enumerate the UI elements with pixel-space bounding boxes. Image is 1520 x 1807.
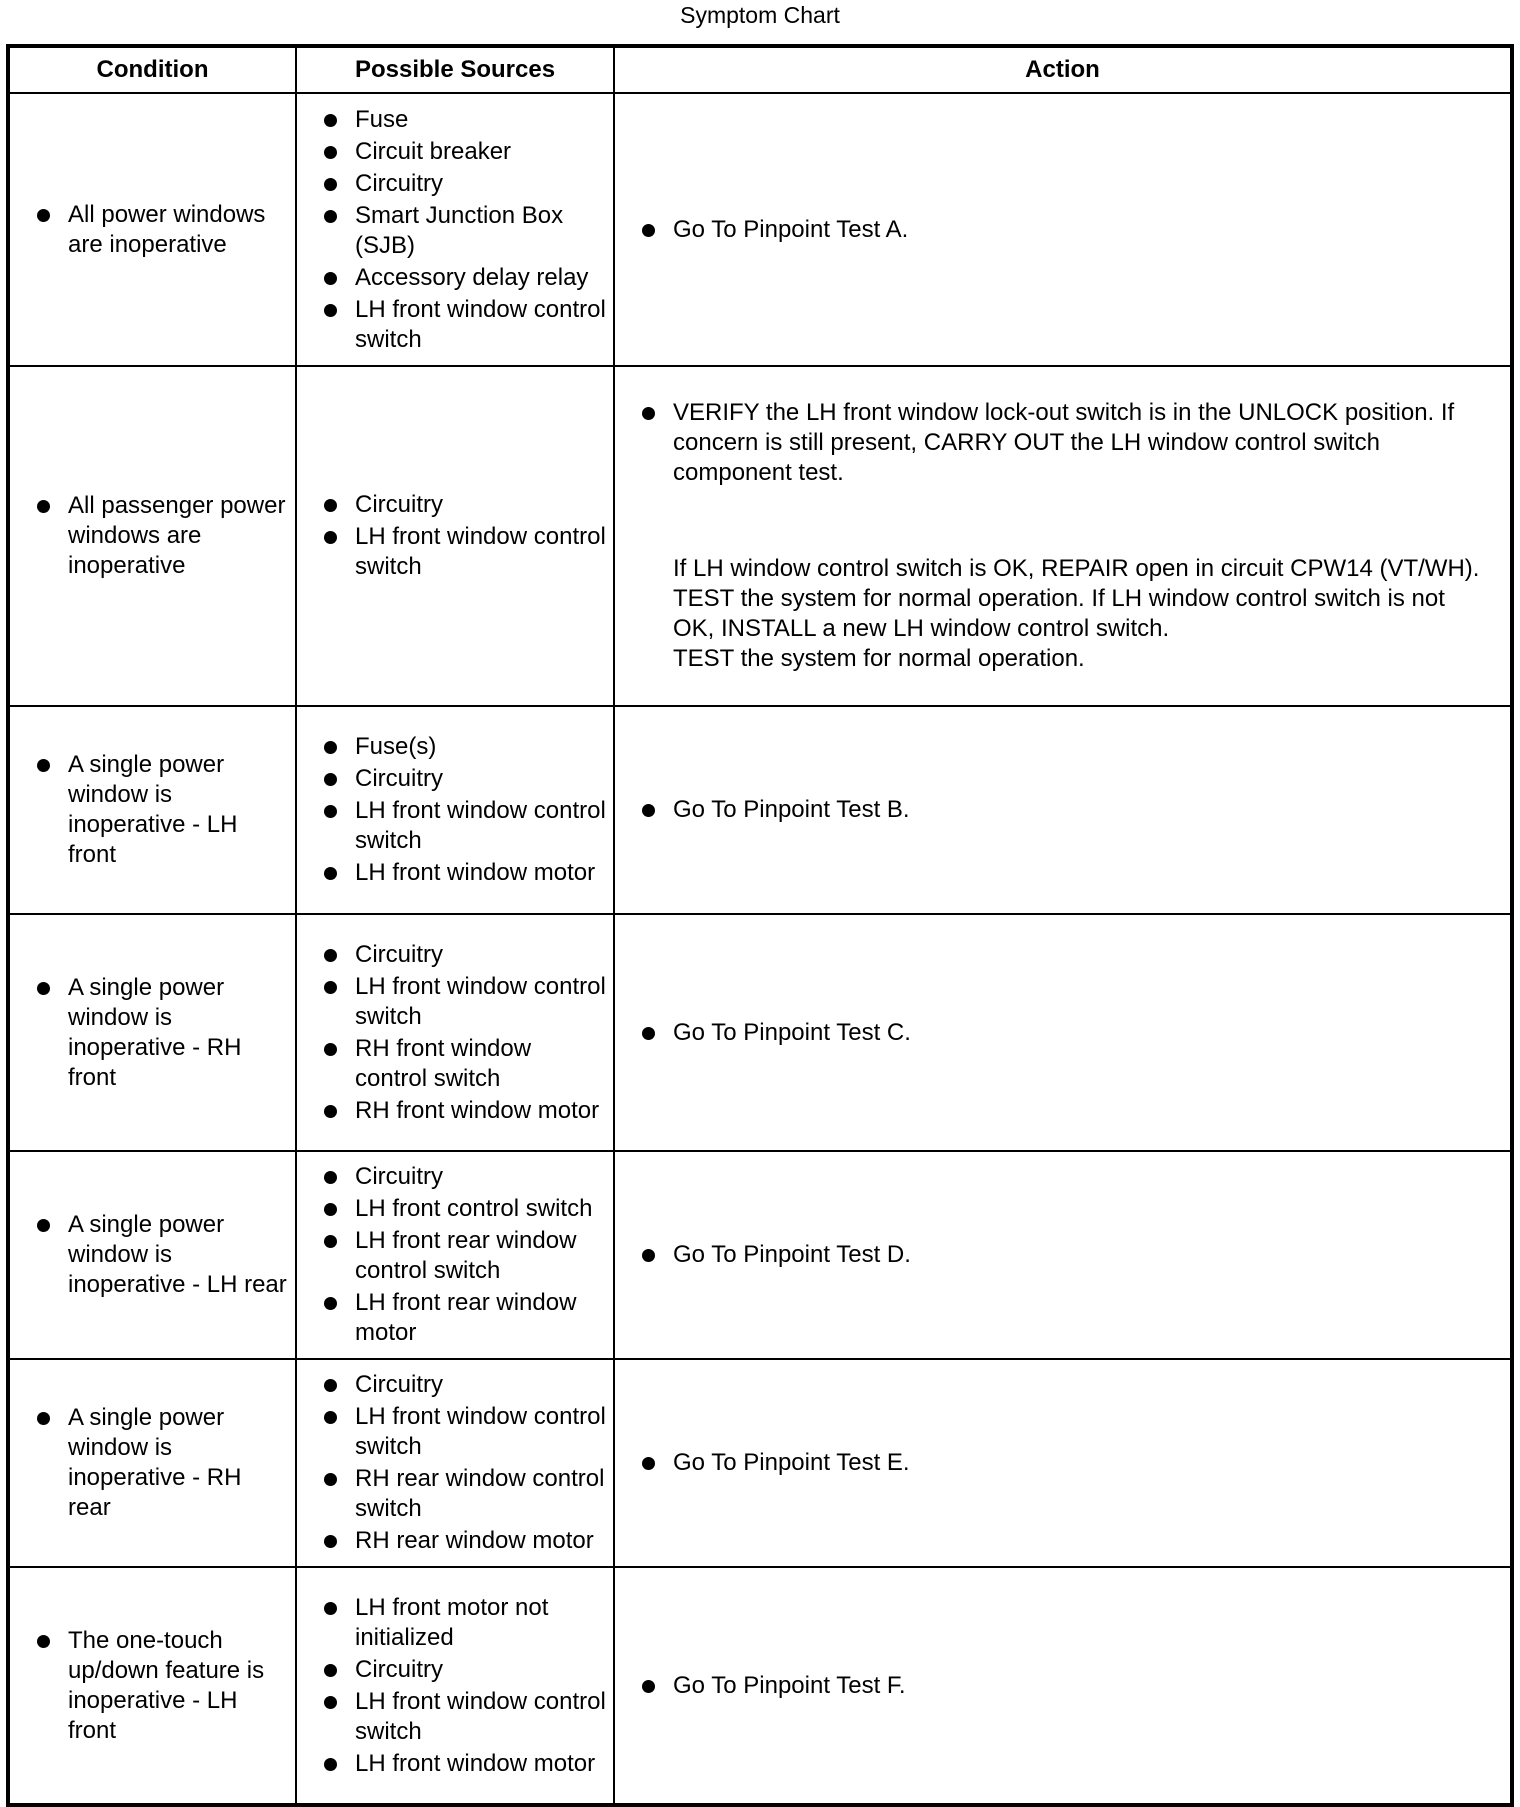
action-detail: If LH window control switch is OK, REPAIR open in circuit CPW14 (VT/WH). TEST the system for normal operation. If LH window control switch is not OK, INSTALL a new LH window control switch. xyxy=(673,555,1480,642)
source-item: RH rear window motor xyxy=(297,1526,613,1556)
source-item: Circuitry xyxy=(297,169,613,199)
sources-cell xyxy=(296,914,614,1151)
source-item: Fuse(s) xyxy=(297,732,613,762)
source-item: RH front window motor xyxy=(297,1096,613,1126)
sources-cell xyxy=(296,1151,614,1359)
page-title: Symptom Chart xyxy=(680,2,840,28)
action-cell xyxy=(614,1151,1512,1359)
condition-cell xyxy=(8,914,296,1151)
source-item: LH front window motor xyxy=(297,1749,613,1779)
condition-text: A single power window is inoperative - LH rear xyxy=(10,1210,295,1300)
header-condition: Condition xyxy=(8,46,296,93)
source-item: LH front window control switch xyxy=(297,522,613,582)
action-cell xyxy=(614,1359,1512,1567)
source-item: RH front window control switch xyxy=(297,1034,613,1094)
condition-text: All passenger power windows are inoperative xyxy=(10,491,295,581)
action-text: Go To Pinpoint Test F. xyxy=(615,1671,1510,1701)
table-row xyxy=(8,1151,1512,1359)
source-item: LH front window control switch xyxy=(297,1402,613,1462)
source-item: Circuitry xyxy=(297,764,613,794)
action-text: Go To Pinpoint Test C. xyxy=(615,1018,1510,1048)
source-item: LH front window control switch xyxy=(297,295,613,355)
sources-cell xyxy=(296,93,614,366)
action-text: Go To Pinpoint Test D. xyxy=(615,1240,1510,1270)
source-item: Circuitry xyxy=(297,1655,613,1685)
action-cell xyxy=(614,914,1512,1151)
action-text: VERIFY the LH front window lock-out switch is in the UNLOCK position. If concern is still present, CARRY OUT the LH window control switch component test. xyxy=(615,398,1510,488)
source-item: LH front control switch xyxy=(297,1194,613,1224)
condition-cell xyxy=(8,1151,296,1359)
sources-cell xyxy=(296,706,614,914)
source-item: LH front rear window motor xyxy=(297,1288,613,1348)
action-cell xyxy=(614,93,1512,366)
table-row xyxy=(8,366,1512,706)
source-item: LH front window motor xyxy=(297,858,613,888)
condition-cell xyxy=(8,1567,296,1805)
condition-cell xyxy=(8,93,296,366)
action-cell xyxy=(614,706,1512,914)
table-row xyxy=(8,706,1512,914)
condition-text: The one-touch up/down feature is inoperative - LH front xyxy=(10,1626,295,1746)
action-text: Go To Pinpoint Test B. xyxy=(615,795,1510,825)
condition-cell xyxy=(8,1359,296,1567)
header-row xyxy=(8,46,1512,93)
condition-text: All power windows are inoperative xyxy=(10,200,295,260)
sources-cell xyxy=(296,1359,614,1567)
action-text: Go To Pinpoint Test E. xyxy=(615,1448,1510,1478)
table-row xyxy=(8,1567,1512,1805)
condition-text: A single power window is inoperative - RH rear xyxy=(10,1403,295,1523)
action-detail-2: TEST the system for normal operation. xyxy=(673,645,1085,672)
source-item: LH front window control switch xyxy=(297,972,613,1032)
condition-cell xyxy=(8,706,296,914)
action-text: Go To Pinpoint Test A. xyxy=(615,215,1510,245)
source-item: LH front window control switch xyxy=(297,1687,613,1747)
table-row xyxy=(8,914,1512,1151)
source-item: RH rear window control switch xyxy=(297,1464,613,1524)
source-item: Fuse xyxy=(297,105,613,135)
source-item: Circuitry xyxy=(297,1370,613,1400)
source-item: Circuitry xyxy=(297,490,613,520)
source-item: Circuitry xyxy=(297,940,613,970)
header-possible-sources: Possible Sources xyxy=(296,46,614,93)
action-cell xyxy=(614,366,1512,706)
condition-text: A single power window is inoperative - LH front xyxy=(10,750,295,870)
sources-cell xyxy=(296,366,614,706)
source-item: Smart Junction Box (SJB) xyxy=(297,201,613,261)
source-item: LH front window control switch xyxy=(297,796,613,856)
header-action: Action xyxy=(614,46,1512,93)
source-item: Accessory delay relay xyxy=(297,263,613,293)
condition-text: A single power window is inoperative - RH front xyxy=(10,973,295,1093)
action-cell xyxy=(614,1567,1512,1805)
source-item: LH front motor not initialized xyxy=(297,1593,613,1653)
table-row xyxy=(8,93,1512,366)
source-item: Circuit breaker xyxy=(297,137,613,167)
source-item: LH front rear window control switch xyxy=(297,1226,613,1286)
source-item: Circuitry xyxy=(297,1162,613,1192)
condition-cell xyxy=(8,366,296,706)
symptom-chart-table xyxy=(6,44,1514,1807)
table-row xyxy=(8,1359,1512,1567)
sources-cell xyxy=(296,1567,614,1805)
